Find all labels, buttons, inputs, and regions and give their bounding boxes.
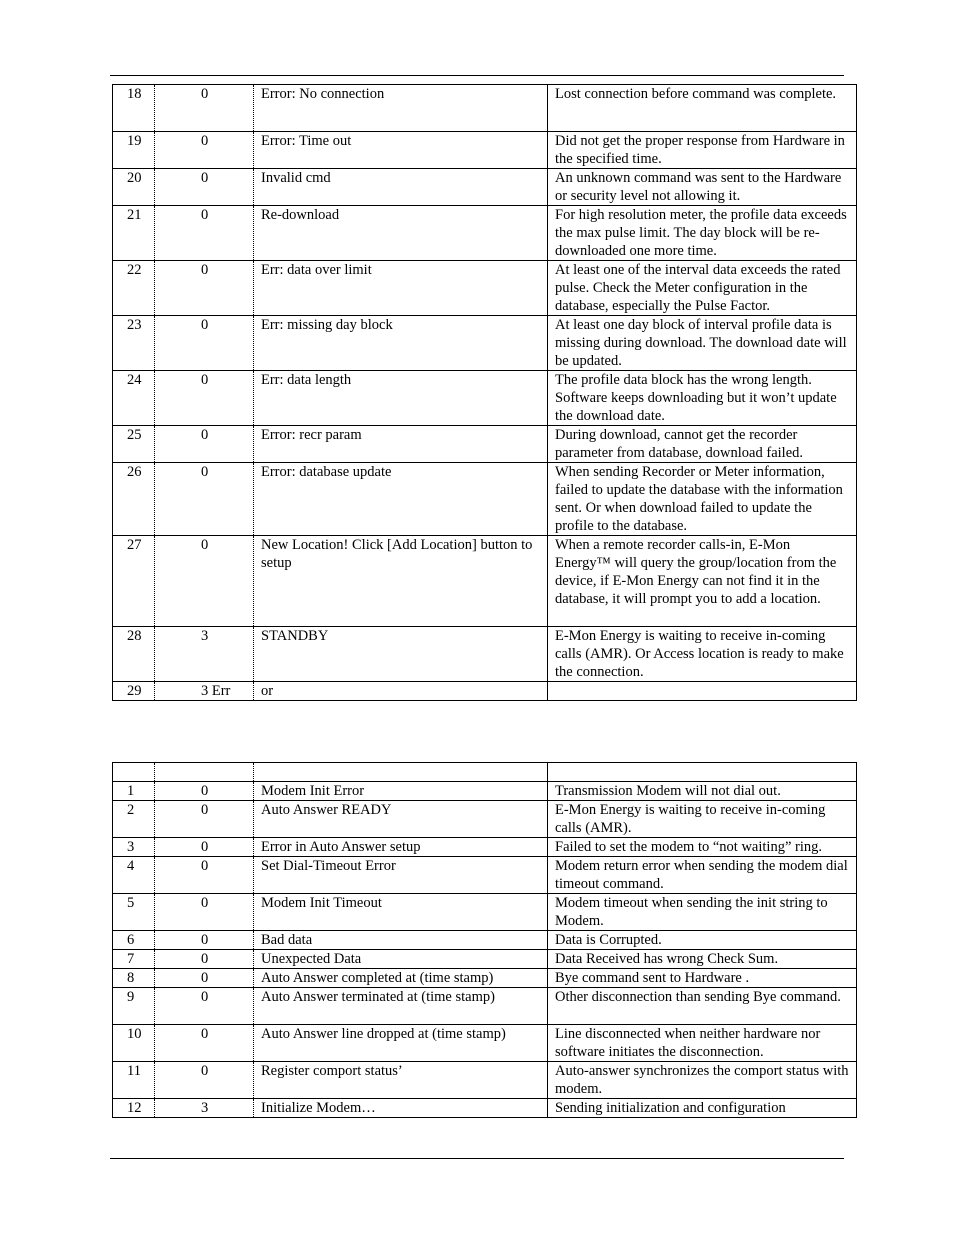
row-description: When sending Recorder or Meter information, failed to update the database with the information sent. Or when download failed to update the profile to the database. xyxy=(548,463,857,536)
table-header-row xyxy=(113,763,857,782)
row-description: When a remote recorder calls-in, E-Mon Energy™ will query the group/location from the device, if E-Mon Energy can not find it in the database, it will prompt you to add a location. xyxy=(548,536,857,627)
row-description: At least one of the interval data exceeds the rated pulse. Check the Meter configuration in the database, especially the Pulse Factor. xyxy=(548,261,857,316)
row-code: 0 xyxy=(155,261,254,316)
status-table-2 xyxy=(112,762,857,1118)
row-number: 6 xyxy=(113,931,155,950)
row-number: 12 xyxy=(113,1099,155,1118)
row-message: Unexpected Data xyxy=(254,950,548,969)
row-code: 0 xyxy=(155,838,254,857)
row-number: 23 xyxy=(113,316,155,371)
table-row xyxy=(113,838,857,857)
row-code: 0 xyxy=(155,316,254,371)
row-message: Err: missing day block xyxy=(254,316,548,371)
row-code: 0 xyxy=(155,969,254,988)
row-number: 20 xyxy=(113,169,155,206)
row-code: 0 xyxy=(155,426,254,463)
header-code xyxy=(155,763,254,782)
header-message xyxy=(254,763,548,782)
status-table-2-body xyxy=(113,763,857,1118)
row-message: Auto Answer completed at (time stamp) xyxy=(254,969,548,988)
row-message: Invalid cmd xyxy=(254,169,548,206)
table-row xyxy=(113,1062,857,1099)
table-row xyxy=(113,682,857,701)
row-number: 4 xyxy=(113,857,155,894)
row-message: Err: data length xyxy=(254,371,548,426)
row-message: Bad data xyxy=(254,931,548,950)
row-description: Sending initialization and configuration xyxy=(548,1099,857,1118)
row-code: 0 xyxy=(155,894,254,931)
row-message: Modem Init Timeout xyxy=(254,894,548,931)
table-row xyxy=(113,801,857,838)
row-message: Re-download xyxy=(254,206,548,261)
table-row xyxy=(113,969,857,988)
row-message: Error: recr param xyxy=(254,426,548,463)
table-row xyxy=(113,316,857,371)
row-code: 0 xyxy=(155,463,254,536)
row-message: Modem Init Error xyxy=(254,782,548,801)
table-row xyxy=(113,950,857,969)
row-description: The profile data block has the wrong length. Software keeps downloading but it won’t update the download date. xyxy=(548,371,857,426)
row-code: 0 xyxy=(155,1062,254,1099)
row-code: 0 xyxy=(155,857,254,894)
row-message: Auto Answer terminated at (time stamp) xyxy=(254,988,548,1025)
row-description: Lost connection before command was complete. xyxy=(548,85,857,132)
row-message: Err: data over limit xyxy=(254,261,548,316)
header-description xyxy=(548,763,857,782)
row-number: 3 xyxy=(113,838,155,857)
row-number: 10 xyxy=(113,1025,155,1062)
table-row xyxy=(113,261,857,316)
row-code: 0 xyxy=(155,206,254,261)
row-number: 9 xyxy=(113,988,155,1025)
row-code: 3 xyxy=(155,627,254,682)
row-code: 0 xyxy=(155,801,254,838)
table-row xyxy=(113,988,857,1025)
row-description: During download, cannot get the recorder parameter from database, download failed. xyxy=(548,426,857,463)
row-code: 0 xyxy=(155,1025,254,1062)
row-message: Error: database update xyxy=(254,463,548,536)
row-description: Other disconnection than sending Bye command. xyxy=(548,988,857,1025)
row-code: 0 xyxy=(155,85,254,132)
row-number: 21 xyxy=(113,206,155,261)
row-description: At least one day block of interval profile data is missing during download. The download date will be updated. xyxy=(548,316,857,371)
row-description: E-Mon Energy is waiting to receive in-coming calls (AMR). xyxy=(548,801,857,838)
row-code: 0 xyxy=(155,371,254,426)
table-row xyxy=(113,782,857,801)
row-code: 3 xyxy=(155,1099,254,1118)
table-row xyxy=(113,627,857,682)
row-description: Auto-answer synchronizes the comport status with modem. xyxy=(548,1062,857,1099)
row-description: An unknown command was sent to the Hardware or security level not allowing it. xyxy=(548,169,857,206)
row-number: 5 xyxy=(113,894,155,931)
table-row xyxy=(113,1025,857,1062)
row-description: Modem return error when sending the modem dial timeout command. xyxy=(548,857,857,894)
footer-rule xyxy=(110,1158,844,1159)
row-message: New Location! Click [Add Location] button to setup xyxy=(254,536,548,627)
row-number: 22 xyxy=(113,261,155,316)
row-description: Data is Corrupted. xyxy=(548,931,857,950)
row-message: or xyxy=(254,682,548,701)
row-description: E-Mon Energy is waiting to receive in-coming calls (AMR). Or Access location is ready to make the connection. xyxy=(548,627,857,682)
row-number: 7 xyxy=(113,950,155,969)
table-row xyxy=(113,206,857,261)
row-code: 3 Err xyxy=(155,682,254,701)
row-message: Set Dial-Timeout Error xyxy=(254,857,548,894)
status-table-1 xyxy=(112,84,857,701)
row-description: Line disconnected when neither hardware nor software initiates the disconnection. xyxy=(548,1025,857,1062)
row-description: Data Received has wrong Check Sum. xyxy=(548,950,857,969)
table-row xyxy=(113,536,857,627)
row-code: 0 xyxy=(155,169,254,206)
row-number: 28 xyxy=(113,627,155,682)
row-number: 2 xyxy=(113,801,155,838)
row-message: Error in Auto Answer setup xyxy=(254,838,548,857)
table-row xyxy=(113,1099,857,1118)
header-rule xyxy=(110,75,844,76)
table-row xyxy=(113,132,857,169)
row-code: 0 xyxy=(155,132,254,169)
row-message: Error: No connection xyxy=(254,85,548,132)
row-description: Did not get the proper response from Hardware in the specified time. xyxy=(548,132,857,169)
row-description: Transmission Modem will not dial out. xyxy=(548,782,857,801)
row-number: 29 xyxy=(113,682,155,701)
row-number: 25 xyxy=(113,426,155,463)
row-code: 0 xyxy=(155,782,254,801)
row-code: 0 xyxy=(155,988,254,1025)
table-row xyxy=(113,85,857,132)
row-number: 1 xyxy=(113,782,155,801)
row-code: 0 xyxy=(155,931,254,950)
row-number: 8 xyxy=(113,969,155,988)
table-row xyxy=(113,169,857,206)
table-row xyxy=(113,857,857,894)
row-number: 24 xyxy=(113,371,155,426)
table-row xyxy=(113,371,857,426)
row-number: 27 xyxy=(113,536,155,627)
table-row xyxy=(113,426,857,463)
row-message: STANDBY xyxy=(254,627,548,682)
row-description: For high resolution meter, the profile data exceeds the max pulse limit. The day block will be re-downloaded one more time. xyxy=(548,206,857,261)
row-message: Register comport status’ xyxy=(254,1062,548,1099)
table-row xyxy=(113,931,857,950)
row-description: Modem timeout when sending the init string to Modem. xyxy=(548,894,857,931)
row-number: 26 xyxy=(113,463,155,536)
table-row xyxy=(113,894,857,931)
row-message: Error: Time out xyxy=(254,132,548,169)
status-table-1-body xyxy=(113,85,857,701)
row-message: Auto Answer line dropped at (time stamp) xyxy=(254,1025,548,1062)
row-number: 18 xyxy=(113,85,155,132)
row-description: Failed to set the modem to “not waiting” ring. xyxy=(548,838,857,857)
row-description xyxy=(548,682,857,701)
row-number: 11 xyxy=(113,1062,155,1099)
table-row xyxy=(113,463,857,536)
row-code: 0 xyxy=(155,536,254,627)
row-message: Auto Answer READY xyxy=(254,801,548,838)
row-description: Bye command sent to Hardware . xyxy=(548,969,857,988)
row-number: 19 xyxy=(113,132,155,169)
row-code: 0 xyxy=(155,950,254,969)
row-message: Initialize Modem… xyxy=(254,1099,548,1118)
header-num xyxy=(113,763,155,782)
